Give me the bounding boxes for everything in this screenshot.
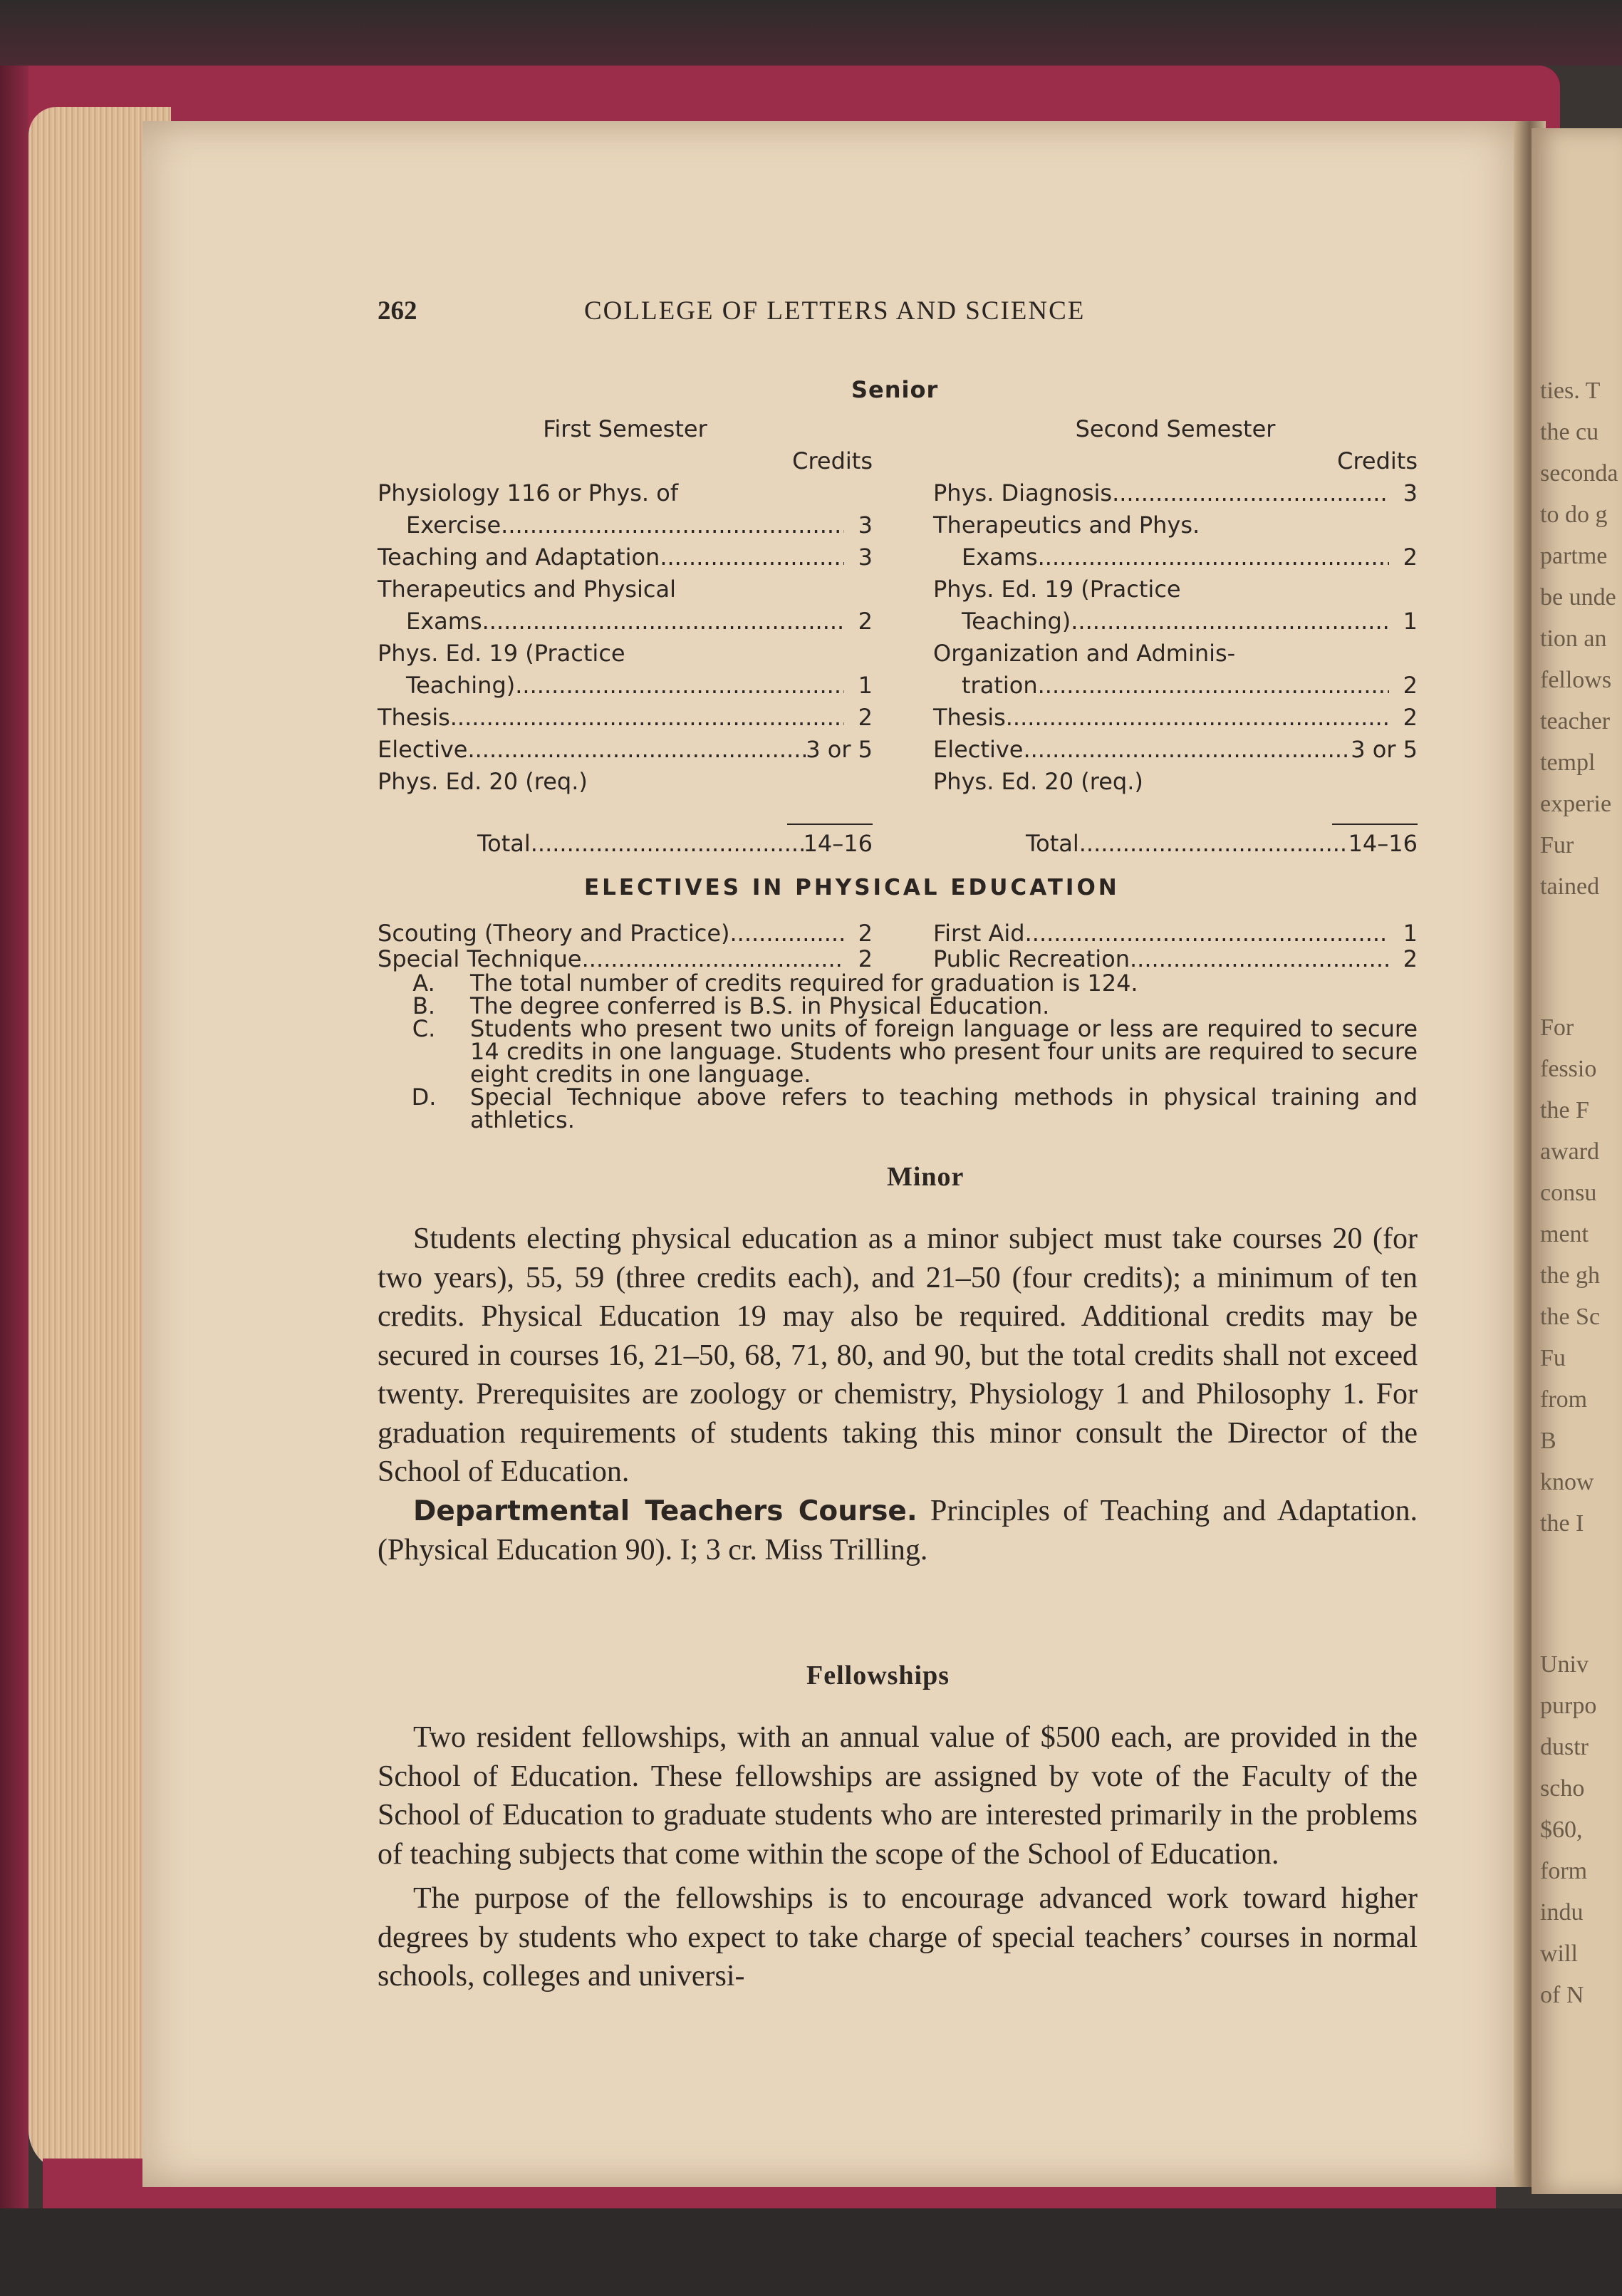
senior-heading: Senior [851, 376, 939, 403]
course-row [933, 920, 1418, 946]
second-semester-total [933, 828, 1418, 860]
course-row [378, 573, 873, 606]
course-label: First Aid [933, 920, 1025, 947]
total-rule [787, 824, 873, 825]
course-label: Thesis [378, 704, 450, 731]
facing-page-fragment: $60, [1540, 1817, 1583, 1843]
first-semester-total [378, 828, 873, 860]
course-row [933, 541, 1418, 573]
facing-page-fragment: scho [1540, 1775, 1585, 1802]
second-semester-credits-label: Credits [1337, 447, 1418, 474]
facing-page-fragment: For [1540, 1014, 1574, 1041]
minor-body [378, 1220, 1418, 1570]
facing-page-fragment: fessio [1540, 1056, 1597, 1082]
course-row [933, 702, 1418, 734]
facing-page-fragment: Fur [1540, 832, 1574, 858]
course-label: Scouting (Theory and Practice) [378, 920, 730, 947]
elective-notes [378, 972, 1418, 1131]
note-text: The degree conferred is B.S. in Physical Education. [470, 992, 1050, 1019]
course-credits: 3 or 5 [806, 736, 873, 763]
course-credits: 2 [1403, 544, 1418, 571]
course-label: Exams [406, 608, 482, 635]
course-paragraph [378, 1492, 1418, 1570]
facing-page-fragment: from [1540, 1386, 1588, 1413]
course-label: Public Recreation [933, 945, 1130, 972]
note-key: B. [412, 992, 436, 1019]
course-row [378, 702, 873, 734]
total-value: 14–16 [803, 830, 873, 857]
facing-page-fragment: ties. T [1540, 378, 1601, 404]
minor-paragraph: Students electing physical education as a minor subject must take courses 20 (for two years), 55, 59 (three credits each), and 21–50 (four credits); a minimum of ten credits. Physical Education 19 may also be required. Additional credits may be secured in courses 16, 21–50, 68, 71, 80, and 90, but the total credits shall not exceed twenty. Prerequisites are zoology or chemistry, Physiology 1 and Philosophy 1. For graduation requirements of students taking this minor consult the Director of the School of Education. [378, 1222, 1418, 1488]
course-row [933, 734, 1418, 766]
first-semester-credits-label: Credits [792, 447, 873, 474]
course-label: Elective [933, 736, 1024, 763]
facing-page-fragment: Fu [1540, 1345, 1566, 1371]
facing-page-fragment: B [1540, 1428, 1556, 1454]
course-label: Phys. Ed. 20 (req.) [933, 768, 1143, 795]
course-row [933, 477, 1418, 509]
facing-page-fragment: the I [1540, 1510, 1584, 1537]
course-row [933, 573, 1418, 606]
page-number: 262 [378, 296, 417, 326]
course-credits: 2 [858, 704, 873, 731]
course-row [378, 766, 873, 798]
electives-left-list [378, 920, 873, 972]
course-label: Physiology 116 or Phys. of [378, 479, 679, 507]
note-item [378, 1017, 1418, 1086]
course-row [378, 541, 873, 573]
total-rule [1332, 824, 1418, 825]
fellowships-paragraph-2: The purpose of the fellowships is to encourage advanced work toward higher degrees by students who expect to take charge of special teachers’ courses in normal schools, colleges and universi- [378, 1882, 1418, 1993]
facing-page-fragment: ment [1540, 1221, 1589, 1247]
note-text: Students who present two units of foreign language or less are required to secure 14 credits in one language. Students who present four units are required to secure eight credits in one language. [470, 1015, 1418, 1088]
first-semester-rows [378, 477, 873, 798]
course-label: Therapeutics and Phys. [933, 511, 1200, 539]
facing-page-fragment: be unde [1540, 584, 1616, 611]
facing-page [1532, 128, 1622, 2194]
facing-page-fragment: partme [1540, 543, 1608, 569]
course-row [378, 606, 873, 638]
facing-page-fragment: consu [1540, 1180, 1597, 1206]
facing-page-fragment: the Sc [1540, 1304, 1601, 1330]
course-credits: 2 [1403, 945, 1418, 972]
facing-page-fragment: the gh [1540, 1262, 1601, 1289]
note-item [378, 970, 1418, 997]
first-semester-table [378, 413, 873, 860]
course-credits: 1 [1403, 920, 1418, 947]
course-row [933, 606, 1418, 638]
course-label: tration [962, 672, 1038, 699]
course-label: Elective [378, 736, 468, 763]
course-row [933, 670, 1418, 702]
minor-heading: Minor [887, 1162, 965, 1192]
note-text: The total number of credits required for graduation is 124. [470, 970, 1138, 997]
facing-page-fragment: Univ [1540, 1651, 1589, 1678]
course-label: Teaching and Adaptation [378, 544, 660, 571]
course-row [933, 509, 1418, 541]
course-label: Exams [962, 544, 1038, 571]
note-key: D. [411, 1084, 437, 1111]
course-credits: 2 [858, 945, 873, 972]
course-row [378, 734, 873, 766]
course-title: Departmental Teachers Course. [413, 1495, 917, 1527]
total-label: Total [477, 830, 531, 857]
course-text: Principles of Teaching and Adaptation. (Physical Education 90). I; 3 cr. Miss Trilling. [378, 1494, 1418, 1567]
facing-page-fragment: teacher [1540, 708, 1611, 734]
note-key: C. [412, 1015, 436, 1042]
course-credits: 1 [858, 672, 873, 699]
fellowships-heading: Fellowships [806, 1661, 950, 1690]
course-label: Teaching) [962, 608, 1071, 635]
facing-page-fragment: experie [1540, 791, 1612, 817]
facing-page-fragment: tion an [1540, 625, 1607, 652]
facing-page-fragment: the F [1540, 1097, 1589, 1123]
course-credits: 3 or 5 [1351, 736, 1418, 763]
note-key: A. [412, 970, 435, 997]
cover-cloth-left [0, 66, 28, 2296]
course-row [933, 946, 1418, 972]
course-row [378, 670, 873, 702]
total-value: 14–16 [1348, 830, 1418, 857]
facing-page-fragment: the cu [1540, 419, 1599, 445]
facing-page-fragment: know [1540, 1469, 1594, 1495]
second-semester-title: Second Semester [1075, 415, 1276, 442]
note-item [378, 1086, 1418, 1131]
facing-page-fragment: to do g [1540, 502, 1608, 528]
course-credits: 3 [1403, 479, 1418, 507]
course-credits: 2 [1403, 672, 1418, 699]
course-row [378, 920, 873, 946]
course-label: Phys. Diagnosis [933, 479, 1113, 507]
course-row [378, 946, 873, 972]
course-credits: 2 [858, 608, 873, 635]
course-credits: 3 [858, 544, 873, 571]
total-label: Total [1026, 830, 1079, 857]
course-credits: 3 [858, 511, 873, 539]
course-label: Teaching) [406, 672, 516, 699]
course-label: Organization and Adminis- [933, 640, 1236, 667]
facing-page-fragment: dustr [1540, 1734, 1589, 1760]
running-title: COLLEGE OF LETTERS AND SCIENCE [584, 296, 1086, 326]
course-label: Therapeutics and Physical [378, 576, 676, 603]
second-semester-table [933, 413, 1418, 860]
first-semester-title: First Semester [543, 415, 707, 442]
course-label: Exercise [406, 511, 501, 539]
book-cover-bottom [0, 2208, 1622, 2296]
facing-page-fragment: of N [1540, 1982, 1584, 2008]
course-row [378, 477, 873, 509]
second-semester-rows [933, 477, 1418, 798]
book-cover-top [0, 0, 1622, 66]
course-row [933, 766, 1418, 798]
facing-page-fragment: seconda [1540, 460, 1618, 487]
facing-page-fragment: tained [1540, 873, 1600, 900]
course-credits: 2 [858, 920, 873, 947]
course-row [378, 509, 873, 541]
course-label: Phys. Ed. 19 (Practice [378, 640, 625, 667]
note-text: Special Technique above refers to teaching methods in physical training and athletics. [470, 1084, 1418, 1133]
course-row [378, 638, 873, 670]
course-row [933, 638, 1418, 670]
course-label: Phys. Ed. 19 (Practice [933, 576, 1181, 603]
facing-page-fragment: indu [1540, 1899, 1584, 1926]
fellowships-paragraph-1: Two resident fellowships, with an annual value of $500 each, are provided in the School of Education. These fellowships are assigned by vote of the Faculty of the School of Education to graduate students who are interested primarily in the problems of teaching subjects that come within the scope of the School of Education. [378, 1721, 1418, 1871]
facing-page-fragment: will [1540, 1941, 1578, 1967]
facing-page-fragment: fellows [1540, 667, 1612, 693]
course-credits: 1 [1403, 608, 1418, 635]
fellowships-body [378, 1718, 1418, 1996]
course-credits: 2 [1403, 704, 1418, 731]
course-label: Thesis [933, 704, 1006, 731]
course-label: Phys. Ed. 20 (req.) [378, 768, 588, 795]
facing-page-fragment: award [1540, 1138, 1600, 1165]
cover-cloth-top [28, 66, 1560, 130]
course-label: Special Technique [378, 945, 582, 972]
facing-page-fragment: templ [1540, 749, 1596, 776]
note-item [378, 994, 1418, 1017]
electives-heading: ELECTIVES IN PHYSICAL EDUCATION [584, 875, 1120, 900]
facing-page-fragment: form [1540, 1858, 1588, 1884]
facing-page-fragment: purpo [1540, 1693, 1597, 1719]
electives-right-list [933, 920, 1418, 972]
